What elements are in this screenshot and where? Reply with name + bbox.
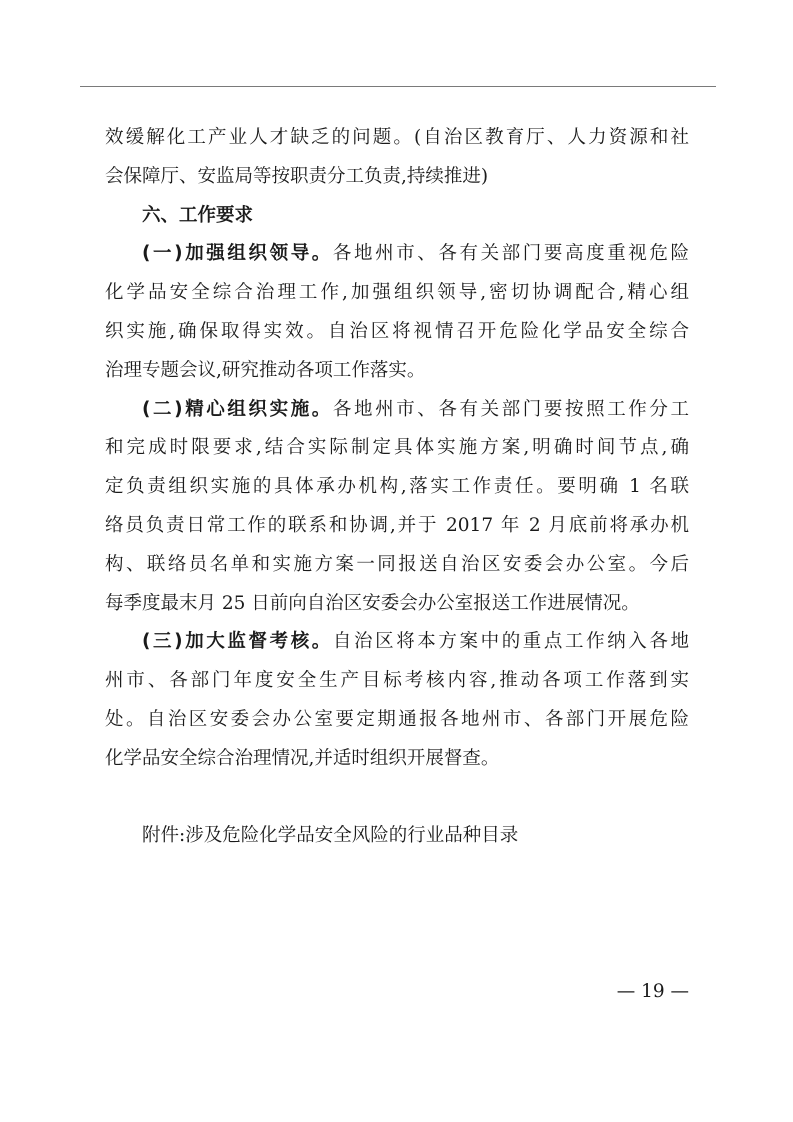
item-lead: (二)精心组织实施。 xyxy=(142,398,333,420)
text-line: 效缓解化工产业人才缺乏的问题。(自治区教育厅、人力资源和社 xyxy=(105,127,689,148)
text-line: 化学品安全综合治理情况,并适时组织开展督查。 xyxy=(105,747,500,769)
text-line: 化学品安全综合治理工作,加强组织领导,密切协调配合,精心组 xyxy=(105,282,689,304)
text-line xyxy=(105,391,689,430)
item-lead: (一)加强组织领导。 xyxy=(142,243,333,265)
item-supervision xyxy=(105,623,689,778)
item-text: 各地州市、各有关部门要按照工作分工 xyxy=(332,398,689,420)
item-text: 自治区将本方案中的重点工作纳入各地 xyxy=(332,631,689,653)
text-line: 治理专题会议,研究推动各项工作落实。 xyxy=(105,359,426,381)
text-line: 定负责组织实施的具体承办机构,落实工作责任。要明确 1 名联 xyxy=(105,476,689,498)
text-line: 织实施,确保取得实效。自治区将视情召开危险化学品安全综合 xyxy=(105,320,689,342)
attachment-note: 附件:涉及危险化学品安全风险的行业品种目录 xyxy=(142,824,519,846)
intro-paragraph xyxy=(105,119,689,197)
text-line: 会保障厅、安监局等按职责分工负责,持续推进) xyxy=(105,165,489,187)
item-organization-leadership xyxy=(105,235,689,390)
item-implementation xyxy=(105,391,689,624)
text-line: 络员负责日常工作的联系和协调,并于 2017 年 2 月底前将承办机 xyxy=(105,514,689,536)
text-line: 每季度最末月 25 日前向自治区安委会办公室报送工作进展情况。 xyxy=(105,592,640,614)
document-body xyxy=(105,119,689,855)
text-line xyxy=(105,623,689,662)
text-line xyxy=(105,235,689,274)
item-text: 各地州市、各有关部门要高度重视危险 xyxy=(332,243,689,265)
header-rule xyxy=(80,86,716,87)
text-line: 和完成时限要求,结合实际制定具体实施方案,明确时间节点,确 xyxy=(105,437,689,459)
text-line: 州市、各部门年度安全生产目标考核内容,推动各项工作落到实 xyxy=(105,670,689,692)
page-number: — 19 — xyxy=(616,981,689,1002)
text-line: 处。自治区安委会办公室要定期通报各地州市、各部门开展危险 xyxy=(105,708,689,730)
item-lead: (三)加大监督考核。 xyxy=(142,631,333,653)
section-heading: 六、工作要求 xyxy=(142,204,254,226)
text-line: 构、联络员名单和实施方案一同报送自治区安委会办公室。今后 xyxy=(105,553,689,575)
spacer xyxy=(105,779,689,817)
